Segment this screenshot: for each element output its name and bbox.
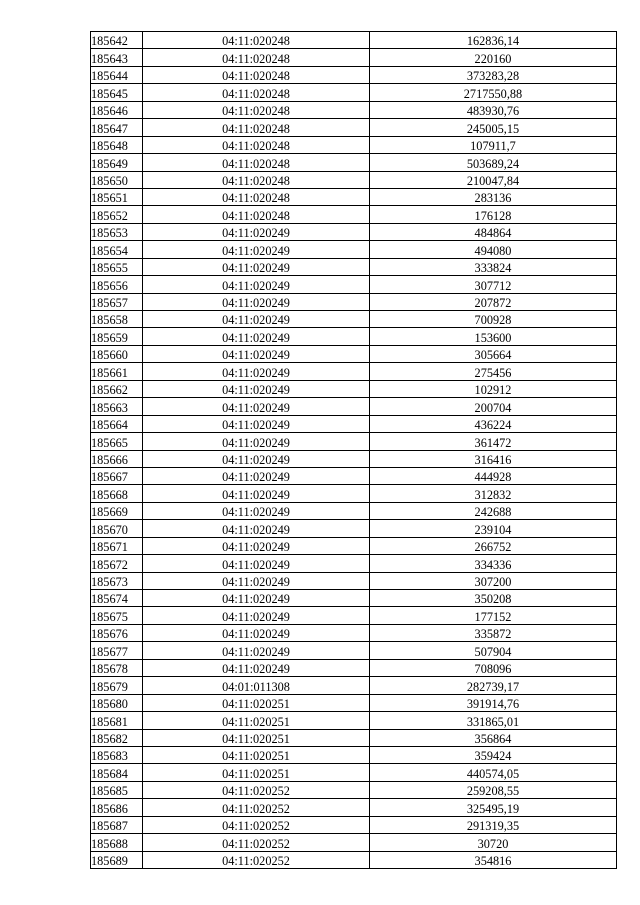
cadastral-number-cell: 04:11:020249 [143, 520, 370, 537]
row-number-cell: 185675 [91, 607, 143, 624]
value-cell: 242688 [370, 502, 617, 519]
cadastral-number-cell: 04:11:020249 [143, 398, 370, 415]
value-cell: 30720 [370, 834, 617, 851]
value-cell: 107911,7 [370, 136, 617, 153]
row-number-cell: 185666 [91, 450, 143, 467]
cadastral-number-cell: 04:11:020249 [143, 624, 370, 641]
cadastral-number-cell: 04:11:020252 [143, 781, 370, 798]
value-cell: 177152 [370, 607, 617, 624]
value-cell: 331865,01 [370, 712, 617, 729]
cadastral-number-cell: 04:11:020248 [143, 119, 370, 136]
row-number-cell: 185655 [91, 258, 143, 275]
row-number-cell: 185688 [91, 834, 143, 851]
row-number-cell: 185680 [91, 694, 143, 711]
row-number-cell: 185673 [91, 572, 143, 589]
table-row [91, 659, 617, 676]
row-number-cell: 185684 [91, 764, 143, 781]
table-row [91, 450, 617, 467]
value-cell: 283136 [370, 188, 617, 205]
table-row [91, 781, 617, 798]
row-number-cell: 185667 [91, 467, 143, 484]
cadastral-number-cell: 04:11:020249 [143, 415, 370, 432]
table-row [91, 485, 617, 502]
cadastral-number-cell: 04:11:020248 [143, 66, 370, 83]
value-cell: 708096 [370, 659, 617, 676]
cadastral-number-cell: 04:11:020249 [143, 537, 370, 554]
cadastral-number-cell: 04:11:020248 [143, 188, 370, 205]
value-cell: 444928 [370, 467, 617, 484]
value-cell: 266752 [370, 537, 617, 554]
cadastral-number-cell: 04:11:020248 [143, 206, 370, 223]
row-number-cell: 185689 [91, 851, 143, 868]
cadastral-number-cell: 04:11:020249 [143, 607, 370, 624]
table-row [91, 171, 617, 188]
table-row [91, 49, 617, 66]
cadastral-number-cell: 04:11:020249 [143, 241, 370, 258]
cadastral-number-cell: 04:11:020248 [143, 171, 370, 188]
table-row [91, 712, 617, 729]
row-number-cell: 185650 [91, 171, 143, 188]
row-number-cell: 185653 [91, 223, 143, 240]
table-row [91, 380, 617, 397]
cadastral-number-cell: 04:11:020249 [143, 433, 370, 450]
value-cell: 312832 [370, 485, 617, 502]
table-row [91, 520, 617, 537]
value-cell: 220160 [370, 49, 617, 66]
table-row [91, 799, 617, 816]
value-cell: 176128 [370, 206, 617, 223]
table-row [91, 84, 617, 101]
value-cell: 334336 [370, 555, 617, 572]
cadastral-number-cell: 04:11:020249 [143, 467, 370, 484]
row-number-cell: 185648 [91, 136, 143, 153]
row-number-cell: 185676 [91, 624, 143, 641]
table-row [91, 746, 617, 763]
cadastral-number-cell: 04:11:020249 [143, 642, 370, 659]
table-row [91, 345, 617, 362]
table-row [91, 537, 617, 554]
row-number-cell: 185663 [91, 398, 143, 415]
value-cell: 335872 [370, 624, 617, 641]
value-cell: 316416 [370, 450, 617, 467]
table-row [91, 764, 617, 781]
table-row [91, 206, 617, 223]
table-row [91, 276, 617, 293]
row-number-cell: 185668 [91, 485, 143, 502]
row-number-cell: 185660 [91, 345, 143, 362]
row-number-cell: 185654 [91, 241, 143, 258]
row-number-cell: 185683 [91, 746, 143, 763]
row-number-cell: 185643 [91, 49, 143, 66]
cadastral-number-cell: 04:11:020248 [143, 49, 370, 66]
table-row [91, 816, 617, 833]
row-number-cell: 185661 [91, 363, 143, 380]
value-cell: 307200 [370, 572, 617, 589]
table-row [91, 642, 617, 659]
table-row [91, 136, 617, 153]
row-number-cell: 185645 [91, 84, 143, 101]
cadastral-number-cell: 04:11:020251 [143, 712, 370, 729]
value-cell: 484864 [370, 223, 617, 240]
value-cell: 507904 [370, 642, 617, 659]
value-cell: 2717550,88 [370, 84, 617, 101]
cadastral-number-cell: 04:11:020252 [143, 799, 370, 816]
data-table [90, 31, 617, 869]
row-number-cell: 185685 [91, 781, 143, 798]
row-number-cell: 185642 [91, 32, 143, 49]
table-row [91, 729, 617, 746]
value-cell: 494080 [370, 241, 617, 258]
table-row [91, 467, 617, 484]
value-cell: 239104 [370, 520, 617, 537]
table-row [91, 433, 617, 450]
cadastral-number-cell: 04:11:020252 [143, 851, 370, 868]
cadastral-number-cell: 04:11:020249 [143, 572, 370, 589]
row-number-cell: 185647 [91, 119, 143, 136]
table-row [91, 624, 617, 641]
cadastral-number-cell: 04:11:020249 [143, 293, 370, 310]
row-number-cell: 185674 [91, 590, 143, 607]
value-cell: 200704 [370, 398, 617, 415]
cadastral-number-cell: 04:11:020249 [143, 276, 370, 293]
value-cell: 440574,05 [370, 764, 617, 781]
value-cell: 356864 [370, 729, 617, 746]
row-number-cell: 185669 [91, 502, 143, 519]
cadastral-number-cell: 04:11:020252 [143, 834, 370, 851]
value-cell: 503689,24 [370, 154, 617, 171]
row-number-cell: 185649 [91, 154, 143, 171]
table-row [91, 694, 617, 711]
cadastral-number-cell: 04:11:020249 [143, 258, 370, 275]
row-number-cell: 185681 [91, 712, 143, 729]
cadastral-number-cell: 04:11:020251 [143, 746, 370, 763]
value-cell: 483930,76 [370, 101, 617, 118]
value-cell: 305664 [370, 345, 617, 362]
table-row [91, 188, 617, 205]
value-cell: 275456 [370, 363, 617, 380]
cadastral-number-cell: 04:11:020249 [143, 555, 370, 572]
cadastral-number-cell: 04:11:020249 [143, 328, 370, 345]
table-row [91, 241, 617, 258]
value-cell: 700928 [370, 311, 617, 328]
table-row [91, 66, 617, 83]
value-cell: 373283,28 [370, 66, 617, 83]
table-row [91, 101, 617, 118]
table-row [91, 415, 617, 432]
value-cell: 210047,84 [370, 171, 617, 188]
table-row [91, 311, 617, 328]
row-number-cell: 185657 [91, 293, 143, 310]
cadastral-number-cell: 04:11:020248 [143, 136, 370, 153]
value-cell: 359424 [370, 746, 617, 763]
row-number-cell: 185651 [91, 188, 143, 205]
table-row [91, 555, 617, 572]
table-row [91, 363, 617, 380]
cadastral-number-cell: 04:11:020249 [143, 659, 370, 676]
value-cell: 102912 [370, 380, 617, 397]
row-number-cell: 185677 [91, 642, 143, 659]
value-cell: 354816 [370, 851, 617, 868]
table-row [91, 607, 617, 624]
value-cell: 361472 [370, 433, 617, 450]
cadastral-number-cell: 04:11:020252 [143, 816, 370, 833]
cadastral-number-cell: 04:11:020248 [143, 32, 370, 49]
cadastral-number-cell: 04:01:011308 [143, 677, 370, 694]
row-number-cell: 185671 [91, 537, 143, 554]
row-number-cell: 185664 [91, 415, 143, 432]
row-number-cell: 185679 [91, 677, 143, 694]
value-cell: 153600 [370, 328, 617, 345]
row-number-cell: 185658 [91, 311, 143, 328]
row-number-cell: 185678 [91, 659, 143, 676]
cadastral-number-cell: 04:11:020249 [143, 502, 370, 519]
table-row [91, 834, 617, 851]
row-number-cell: 185682 [91, 729, 143, 746]
table-row [91, 293, 617, 310]
table-row [91, 223, 617, 240]
table-row [91, 119, 617, 136]
row-number-cell: 185652 [91, 206, 143, 223]
value-cell: 325495,19 [370, 799, 617, 816]
table-row [91, 328, 617, 345]
value-cell: 391914,76 [370, 694, 617, 711]
table-row [91, 851, 617, 868]
table-row [91, 502, 617, 519]
cadastral-number-cell: 04:11:020249 [143, 590, 370, 607]
value-cell: 436224 [370, 415, 617, 432]
cadastral-number-cell: 04:11:020248 [143, 154, 370, 171]
cadastral-number-cell: 04:11:020251 [143, 764, 370, 781]
row-number-cell: 185686 [91, 799, 143, 816]
cadastral-number-cell: 04:11:020249 [143, 363, 370, 380]
value-cell: 162836,14 [370, 32, 617, 49]
value-cell: 307712 [370, 276, 617, 293]
row-number-cell: 185670 [91, 520, 143, 537]
cadastral-number-cell: 04:11:020251 [143, 729, 370, 746]
row-number-cell: 185662 [91, 380, 143, 397]
row-number-cell: 185672 [91, 555, 143, 572]
row-number-cell: 185665 [91, 433, 143, 450]
cadastral-number-cell: 04:11:020249 [143, 311, 370, 328]
cadastral-number-cell: 04:11:020249 [143, 485, 370, 502]
cadastral-number-cell: 04:11:020249 [143, 223, 370, 240]
table-row [91, 590, 617, 607]
table-row [91, 32, 617, 49]
value-cell: 333824 [370, 258, 617, 275]
cadastral-number-cell: 04:11:020249 [143, 450, 370, 467]
table-row [91, 572, 617, 589]
cadastral-number-cell: 04:11:020248 [143, 101, 370, 118]
table-row [91, 677, 617, 694]
row-number-cell: 185659 [91, 328, 143, 345]
row-number-cell: 185644 [91, 66, 143, 83]
table-row [91, 398, 617, 415]
table-row [91, 258, 617, 275]
value-cell: 207872 [370, 293, 617, 310]
table-row [91, 154, 617, 171]
value-cell: 259208,55 [370, 781, 617, 798]
row-number-cell: 185687 [91, 816, 143, 833]
cadastral-number-cell: 04:11:020248 [143, 84, 370, 101]
table-body [91, 32, 617, 869]
row-number-cell: 185656 [91, 276, 143, 293]
value-cell: 245005,15 [370, 119, 617, 136]
cadastral-number-cell: 04:11:020249 [143, 380, 370, 397]
value-cell: 291319,35 [370, 816, 617, 833]
cadastral-number-cell: 04:11:020249 [143, 345, 370, 362]
value-cell: 350208 [370, 590, 617, 607]
cadastral-number-cell: 04:11:020251 [143, 694, 370, 711]
row-number-cell: 185646 [91, 101, 143, 118]
value-cell: 282739,17 [370, 677, 617, 694]
